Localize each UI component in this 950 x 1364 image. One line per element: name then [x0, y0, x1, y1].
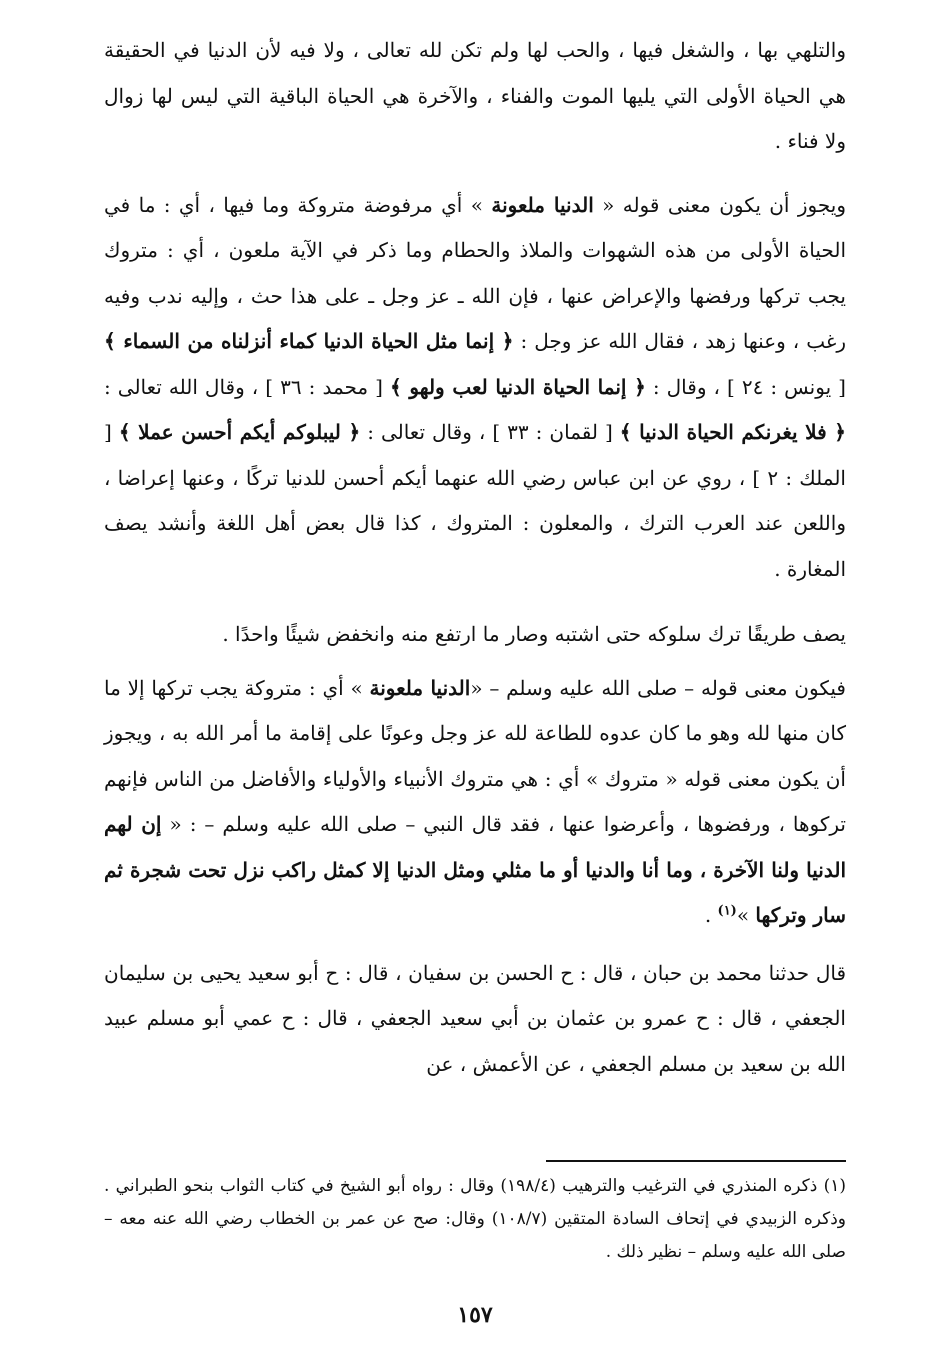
paragraph-4-text-2: » أي : متروكة يجب تركها إلا ما كان منها لله وهو ما كان عدوه للطاعة لله عز وجل وعونًا على إقامة ما أمر الله به ، ويجوز أن يكون معنى قوله « متروك » أي : هي متروك الأنبياء والأولياء والأفاضل من الناس فإنهم تركوها ، ورفضوها ، وأعرضوا عنها ، فقد قال النبي – صلى الله عليه وسلم – : «: [104, 675, 846, 836]
footnote-divider: [546, 1160, 846, 1162]
paragraph-4: [104, 666, 846, 939]
hadith-quote: إن لهم الدنيا ولنا الآخرة ، وما أنا والدنيا أو ما مثلي ومثل الدنيا إلا كمثل راكب نزل تحت شجرة ثم سار وتركها: [104, 812, 846, 927]
paragraph-4-text-3: »: [736, 903, 756, 927]
quote-dunya-malouna: الدنيا ملعونة: [491, 192, 594, 217]
quran-verse-muhammad: ﴿ إنما الحياة الدنيا لعب ولهو ﴾: [390, 374, 646, 399]
page-number: ١٥٧: [457, 1302, 493, 1328]
paragraph-2-text-5: [ لقمان : ٣٣ ] ، وقال تعالى :: [360, 420, 620, 444]
paragraph-2-text-2: » أي مرفوضة متروكة وما فيها ، أي : ما في الحياة الأولى من هذه الشهوات والملاذ والحطام وما ذكر في الآية ملعون ، أي : متروك يجب تركها ورفضها والإعراض عنها ، فإن الله ـ عز وجل ـ على هذا حث ، وإليه ندب وفيه رغب ، وعنها زهد ، فقال الله عز وجل :: [104, 192, 846, 353]
paragraph-3: يصف طريقًا ترك سلوكه حتى اشتبه وصار ما ارتفع منه وانخفض شيئًا واحدًا .: [222, 622, 846, 646]
paragraph-1: والتلهي بها ، والشغل فيها ، والحب لها ولم تكن لله تعالى ، ولا فيه لأن الدنيا في الحقيقة هي الحياة الأولى التي يليها الموت والفناء ، والآخرة هي الحياة الباقية التي ليس لها زوال ولا فناء .: [104, 38, 846, 153]
paragraph-2-text-4: [ محمد : ٣٦ ] ، وقال الله تعالى :: [104, 374, 391, 399]
quran-verse-mulk: ﴿ ليبلوكم أيكم أحسن عملا ﴾: [118, 420, 361, 444]
paragraph-2-text-1: ويجوز أن يكون معنى قوله «: [593, 192, 846, 217]
paragraph-5: قال حدثنا محمد بن حبان ، قال : ح الحسن بن سفيان ، قال : ح أبو سعيد يحيى بن سليمان الجعفي ، قال : ح عمرو بن عثمان بن أبي سعيد الجعفي ، قال : ح عمي أبو مسلم عبيد الله بن سعيد بن مسلم الجعفي ، عن الأعمش ، عن: [104, 960, 846, 1076]
paragraph-2-text-3: [ يونس : ٢٤ ] ، وقال :: [645, 374, 846, 399]
quote-dunya-malouna-2: الدنيا ملعونة: [369, 675, 471, 700]
paragraph-4-text-1: فيكون معنى قوله – صلى الله عليه وسلم – «: [470, 675, 846, 700]
footnote-reference[interactable]: (١): [717, 903, 737, 919]
paragraph-4-text-4: .: [704, 903, 718, 927]
paragraph-2: [104, 183, 846, 593]
quran-verse-yunus: ﴿ إنما مثل الحياة الدنيا كماء أنزلناه من السماء ﴾: [104, 329, 514, 353]
footnotes: [104, 1170, 846, 1269]
quran-verse-luqman: ﴿ فلا يغرنكم الحياة الدنيا ﴾: [619, 420, 846, 444]
page-body: [104, 28, 846, 1087]
footnote-1: (١) ذكره المنذري في الترغيب والترهيب (١٩٨/٤) وقال : رواه أبو الشيخ في كتاب الثواب بنحو الطبراني . وذكره الزبيدي في إتحاف السادة المتقين (١٠٨/٧) وقال: صح عن عمر بن الخطاب رضي الله عنه معه – صلى الله عليه وسلم – نظير ذلك .: [104, 1176, 846, 1262]
paragraph-2-text-6: [ الملك : ٢ ] ، روي عن ابن عباس رضي الله عنهما أيكم أحسن للدنيا تركًا ، وعنها إعراضا ، واللعن عند العرب الترك ، والمعلون : المتروك ، كذا قال بعض أهل اللغة وأنشد يصف المغارة .: [104, 420, 846, 581]
